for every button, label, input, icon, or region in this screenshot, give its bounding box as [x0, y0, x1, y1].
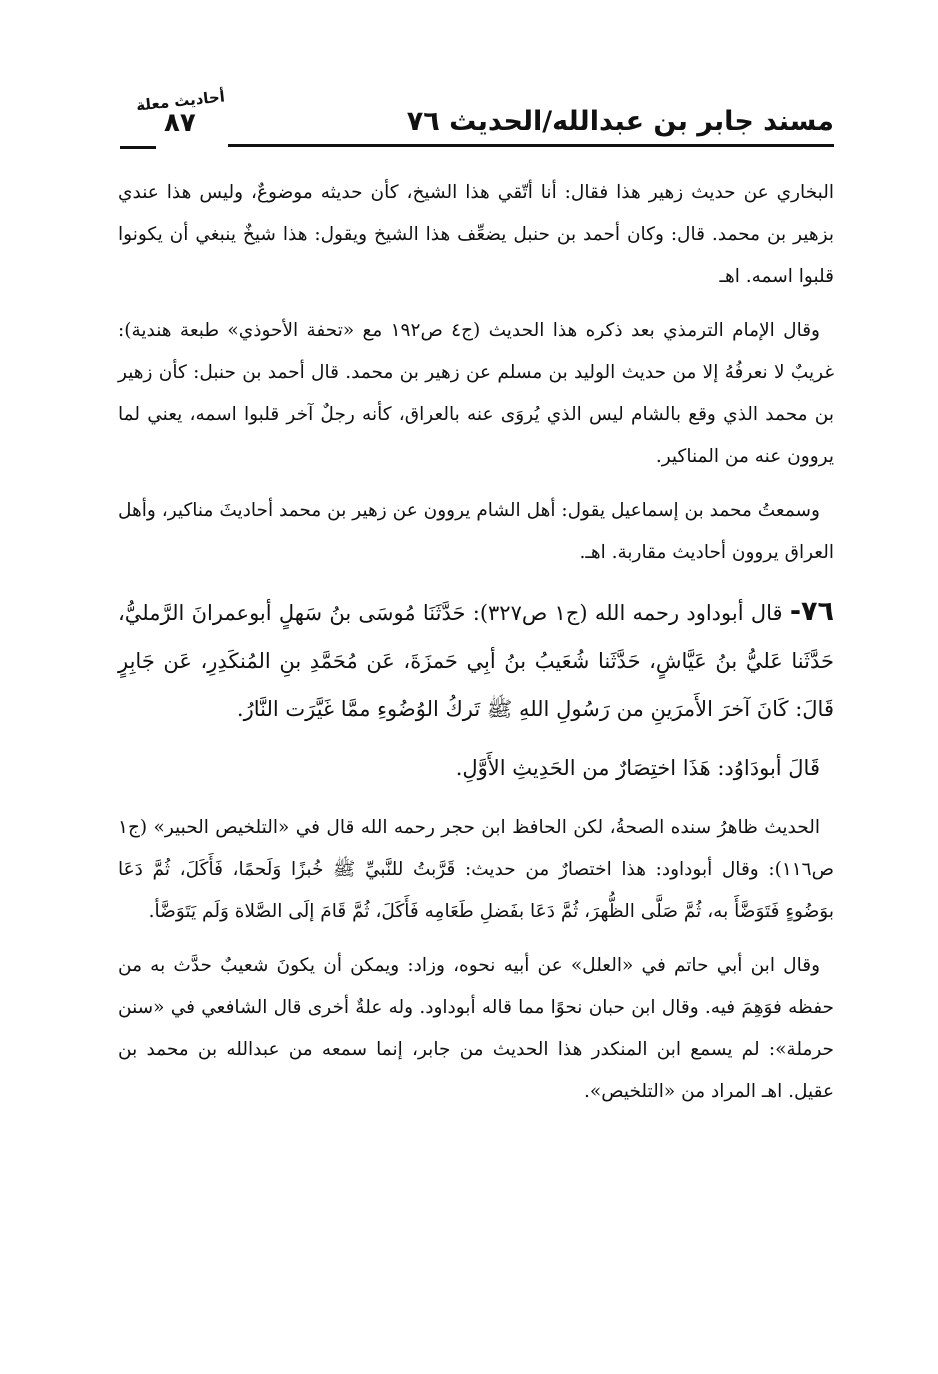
paragraph: وسمعتُ محمد بن إسماعيل يقول: أهل الشام يروون عن زهير بن محمد أحاديثَ مناكير، وأهل العراق يروون أحاديث مقاربة. اهـ. — [118, 500, 834, 563]
hadith-quote: قَالَ أبودَاوُد: هَذَا اختِصَارٌ من الحَدِيثِ الأَوَّلِ. — [455, 756, 820, 780]
paragraph: البخاري عن حديث زهير هذا فقال: أنا أتّقي هذا الشيخ، كأن حديثه موضوعٌ، وليس هذا عندي بزهير بن محمد. قال: وكان أحمد بن حنبل يضعِّف هذا الشيخ ويقول: هذا شيخٌ ينبغي أن يكونوا قلبوا اسمه. اهـ — [118, 182, 834, 287]
page-corner — [118, 87, 228, 154]
paragraph: وقال الإمام الترمذي بعد ذكره هذا الحديث (ج٤ ص١٩٢ مع «تحفة الأحوذي» طبعة هندية): غريبٌ لا نعرفُهُ إلا من حديث الوليد بن مسلم عن زهير بن محمد. قال أحمد بن حنبل: كأن زهير بن محمد الذي وقع بالشام ليس الذي يُروَى عنه بالعراق، كأنه رجلٌ آخر قلبوا اسمه، يعني لما يروون عنه من المناكير. — [118, 320, 834, 467]
hadith-number: ٧٦- — [789, 596, 834, 627]
commentary-paragraph: وقال ابن أبي حاتم في «العلل» عن أبيه نحوه، وزاد: ويمكن أن يكونَ شعيبٌ حدَّث به من حفظه فوَهِمَ فيه. وقال ابن حبان نحوًا مما قاله أبوداود. وله علةٌ أخرى قال الشافعي في «سنن حرملة»: لم يسمع ابن المنكدر هذا الحديث من جابر، إنما سمعه من عبدالله بن محمد بن عقيل. اهـ المراد من «التلخيص». — [118, 955, 834, 1102]
page-number: ٨٧ — [164, 108, 196, 138]
running-title: مسند جابر بن عبدالله/الحديث ٧٦ — [406, 106, 834, 137]
commentary-paragraph: الحديث ظاهرُ سنده الصحةُ، لكن الحافظ ابن حجر رحمه الله قال في «التلخيص الحبير» (ج١ ص١١٦): وقال أبوداود: هذا اختصارٌ من حديث: قَرَّبتُ للنَّبيِّ ﷺ خُبزًا وَلَحمًا، فَأَكَلَ، ثُمَّ دَعَا بوَضُوءٍ فَتَوَضَّأَ به، ثُمَّ صَلَّى الظُّهرَ، ثُمَّ دَعَا بفَضلِ طَعَامِه فَأَكَلَ، ثُمَّ قَامَ إلَى الصَّلاة وَلَم يَتَوَضَّأ. — [118, 817, 834, 922]
hadith-block — [118, 588, 834, 733]
book-stamp: أحاديث معلة — [135, 87, 226, 115]
hadith-text: قال أبوداود رحمه الله (ج١ ص٣٢٧): حَدَّثَنَا مُوسَى بنُ سَهلٍ أبوعمرانَ الرَّمليُّ، حَدَّثَنا عَليُّ بنُ عَيَّاشٍ، حَدَّثَنا شُعَيبُ بنُ أبِي حَمزَةَ، عَن مُحَمَّدِ بنِ المُنكَدِرِ، عَن جَابِرٍ قَالَ: كَانَ آخرَ الأَمرَينِ من رَسُولِ اللهِ ﷺ تَركُ الوُضُوءِ ممَّا غَيَّرَت النَّارُ. — [118, 601, 834, 721]
page-header — [118, 87, 834, 154]
header-rule — [228, 144, 834, 147]
page-body — [118, 172, 834, 1125]
corner-rule — [120, 146, 156, 149]
